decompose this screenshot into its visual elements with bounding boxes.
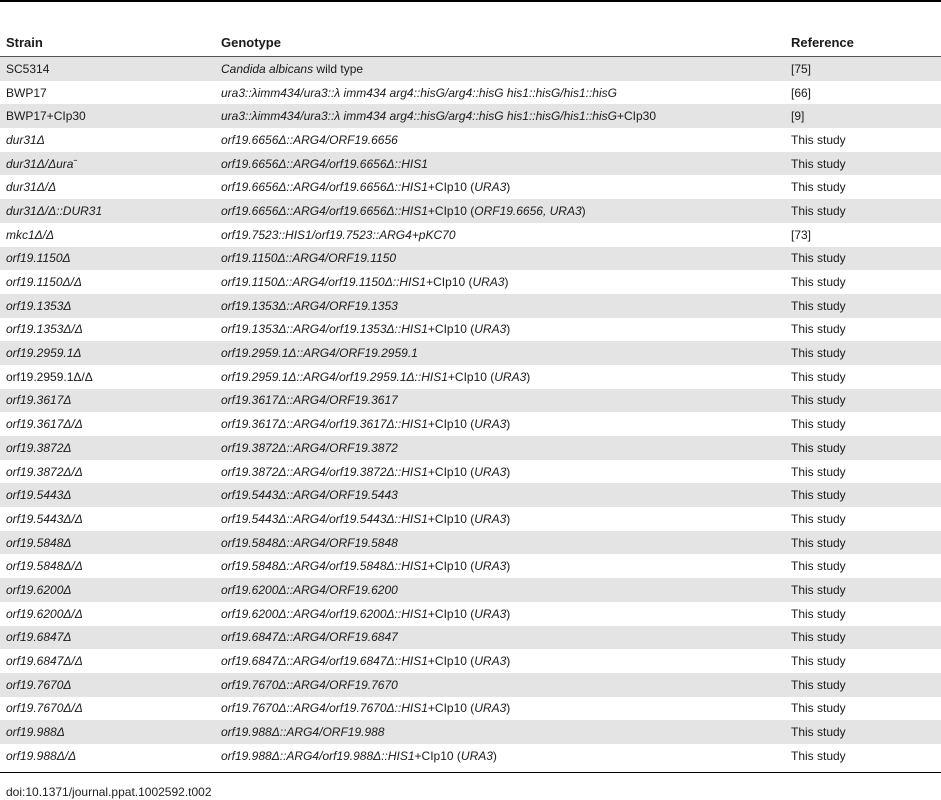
strain-cell-text: orf19.6847Δ [6,630,72,645]
strain-cell [0,251,215,265]
strain-cell-text: dur31Δ/Δ [6,180,57,195]
genotype-cell-text: orf19.1353Δ::ARG4/ORF19.1353 [221,298,398,313]
genotype-cell-text: URA3 [494,369,527,384]
genotype-cell-text: ) [581,203,586,218]
table-row [0,365,941,389]
strain-cell-text: orf19.3617Δ/Δ [6,417,83,432]
reference-cell: This study [791,677,846,692]
table-row [0,104,941,128]
strain-cell [0,465,215,479]
genotype-cell-text: ) [506,559,511,574]
genotype-cell-text: orf19.3872Δ::ARG4/orf19.3872Δ::HIS1 [221,464,428,479]
genotype-cell-text: URA3 [474,654,507,669]
genotype-cell [215,180,785,194]
strain-cell [0,488,215,502]
strain-cell-text: orf19.1150Δ [6,251,71,266]
reference-cell: This study [791,488,846,503]
strain-cell-text: orf19.5848Δ/Δ [6,559,83,574]
strain-cell-text: orf19.1353Δ [6,298,72,313]
genotype-cell-text: +CIp10 ( [427,180,475,195]
strain-cell [0,417,215,431]
reference-cell: This study [791,748,846,763]
genotype-cell-text: orf19.6847Δ::ARG4/ORF19.6847 [221,630,398,645]
genotype-cell [215,299,785,313]
strain-cell-text: orf19.3872Δ/Δ [6,464,83,479]
table-row [0,152,941,176]
top-rule [0,0,941,2]
strain-cell [0,678,215,692]
reference-cell: This study [791,511,846,526]
genotype-cell-text: orf19.5443Δ::ARG4/ORF19.5443 [221,488,398,503]
genotype-cell [215,204,785,218]
genotype-cell-text: orf19.5848Δ::ARG4/orf19.5848Δ::HIS1 [221,559,428,574]
reference-cell: This study [791,417,846,432]
genotype-cell [215,62,785,76]
reference-cell: This study [791,559,846,574]
genotype-cell-text: ) [506,511,511,526]
reference-cell: [66] [791,85,812,100]
reference-cell: This study [791,582,846,597]
genotype-cell [215,157,785,171]
strain-cell [0,346,215,360]
strain-table [0,28,941,768]
genotype-cell-text: orf19.988Δ::ARG4/ORF19.988 [221,725,385,740]
genotype-cell [215,441,785,455]
genotype-cell-text: ) [526,369,531,384]
genotype-cell-text: +CIp10 ( [447,369,495,384]
table-row [0,578,941,602]
genotype-cell-text: URA3 [474,606,507,621]
strain-cell [0,701,215,715]
table-row [0,128,941,152]
genotype-cell-text: orf19.1150Δ::ARG4/ORF19.1150 [221,251,397,266]
strain-cell [0,180,215,194]
reference-cell: This study [791,275,846,290]
genotype-cell [215,275,785,289]
strain-cell-text: orf19.6200Δ/Δ [6,606,83,621]
genotype-cell-text: +CIp10 ( [427,654,475,669]
strain-cell-text: orf19.5848Δ [6,535,72,550]
strain-cell [0,299,215,313]
table-row [0,412,941,436]
genotype-cell [215,86,785,100]
reference-cell: This study [791,156,846,171]
genotype-cell-text: ) [506,606,511,621]
genotype-cell-text: ura3::λimm434/ura3::λ imm434 arg4::hisG/arg4::hisG his1::hisG/his1::hisG [221,109,617,124]
genotype-cell-text: orf19.6656Δ::ARG4/orf19.6656Δ::HIS1 [221,180,428,195]
reference-cell: This study [791,346,846,361]
strain-cell-text: orf19.2959.1Δ/Δ [6,369,93,384]
reference-cell: This study [791,701,846,716]
table-row [0,436,941,460]
genotype-cell-text: URA3 [474,180,507,195]
genotype-cell-text: orf19.6200Δ::ARG4/orf19.6200Δ::HIS1 [221,606,428,621]
strain-cell [0,322,215,336]
strain-cell-text: BWP17 [6,85,47,100]
strain-cell-text: orf19.3617Δ [6,393,72,408]
table-row [0,341,941,365]
reference-cell: This study [791,322,846,337]
strain-cell-text: orf19.1150Δ/Δ [6,275,82,290]
genotype-cell [215,393,785,407]
header-reference: Reference [791,34,854,50]
genotype-cell-text: URA3 [474,511,507,526]
table-row [0,720,941,744]
genotype-cell [215,488,785,502]
strain-cell-text: orf19.1353Δ/Δ [6,322,83,337]
genotype-cell-text: URA3 [474,322,507,337]
genotype-cell-text: +CIp10 ( [427,203,475,218]
genotype-cell-text: +CIp10 ( [427,464,475,479]
genotype-cell-text: ORF19.6656, URA3 [474,203,582,218]
genotype-cell [215,559,785,573]
table-row [0,389,941,413]
strain-cell [0,204,215,218]
table-row [0,318,941,342]
genotype-cell-text: orf19.6656Δ::ARG4/orf19.6656Δ::HIS1 [221,203,428,218]
strain-cell [0,62,215,76]
table-row [0,649,941,673]
reference-cell: This study [791,535,846,550]
genotype-cell-text: orf19.7523::HIS1/orf19.7523::ARG4+pKC70 [221,227,456,242]
table-row [0,507,941,531]
bottom-rule [0,772,941,773]
genotype-cell [215,654,785,668]
strain-cell-text: orf19.7670Δ/Δ [6,701,83,716]
doi-caption: doi:10.1371/journal.ppat.1002592.t002 [6,785,212,799]
genotype-cell-text: orf19.6656Δ::ARG4/ORF19.6656 [221,132,398,147]
genotype-cell-text: +CIp10 ( [427,511,475,526]
genotype-cell-text: ) [506,701,511,716]
genotype-cell-text: orf19.5848Δ::ARG4/ORF19.5848 [221,535,398,550]
strain-cell [0,370,215,384]
genotype-cell-text: orf19.3617Δ::ARG4/orf19.3617Δ::HIS1 [221,417,428,432]
genotype-cell [215,133,785,147]
genotype-cell [215,251,785,265]
genotype-cell-text: ) [506,464,511,479]
genotype-cell-text: orf19.6656Δ::ARG4/orf19.6656Δ::HIS1 [221,156,428,171]
genotype-cell-text: +CIp10 ( [427,701,475,716]
genotype-cell [215,607,785,621]
genotype-cell-text: ) [492,748,497,763]
strain-cell-text: orf19.3872Δ [6,440,72,455]
table-body [0,57,941,768]
strain-cell-text: orf19.2959.1Δ [6,346,82,361]
strain-cell [0,725,215,739]
reference-cell: This study [791,251,846,266]
table-row [0,673,941,697]
genotype-cell-text: +CIp30 [616,109,657,124]
table-row [0,744,941,768]
genotype-cell-text: URA3 [474,417,507,432]
header-genotype: Genotype [221,34,281,50]
genotype-cell-text: wild type [313,61,364,76]
genotype-cell [215,512,785,526]
genotype-cell-text: +CIp10 ( [427,417,475,432]
strain-cell-text: ˉ [73,156,78,171]
genotype-cell-text: ) [506,322,511,337]
genotype-cell-text: orf19.2959.1Δ::ARG4/orf19.2959.1Δ::HIS1 [221,369,448,384]
table-row [0,223,941,247]
genotype-cell-text: ) [504,275,509,290]
table-row [0,247,941,271]
genotype-cell [215,346,785,360]
genotype-cell [215,678,785,692]
genotype-cell [215,370,785,384]
genotype-cell-text: orf19.2959.1Δ::ARG4/ORF19.2959.1 [221,346,418,361]
genotype-cell-text: +CIp10 ( [427,559,475,574]
table-row [0,57,941,81]
strain-cell-text: orf19.988Δ [6,725,65,740]
reference-cell: This study [791,132,846,147]
table-row [0,626,941,650]
genotype-cell-text: URA3 [472,275,505,290]
strain-cell [0,630,215,644]
genotype-cell-text: orf19.1150Δ::ARG4/orf19.1150Δ::HIS1 [221,275,427,290]
genotype-cell [215,536,785,550]
table-row [0,602,941,626]
genotype-cell-text: orf19.7670Δ::ARG4/ORF19.7670 [221,677,398,692]
strain-cell-text: BWP17+CIp30 [6,109,86,124]
table-row [0,531,941,555]
strain-cell [0,133,215,147]
table-row [0,81,941,105]
strain-cell-text: dur31Δ/Δ::DUR31 [6,203,103,218]
strain-cell [0,275,215,289]
strain-cell [0,536,215,550]
reference-cell: This study [791,369,846,384]
strain-cell-text: orf19.988Δ/Δ [6,748,77,763]
genotype-cell [215,749,785,763]
genotype-cell [215,583,785,597]
genotype-cell-text: ) [506,417,511,432]
genotype-cell-text: +CIp10 ( [427,322,475,337]
reference-cell: This study [791,298,846,313]
strain-cell [0,583,215,597]
genotype-cell-text: URA3 [474,559,507,574]
genotype-cell-text: URA3 [474,464,507,479]
genotype-cell-text: +CIp10 ( [414,748,461,763]
table-row [0,175,941,199]
strain-cell-text: orf19.7670Δ [6,677,72,692]
strain-cell [0,228,215,242]
table-row [0,294,941,318]
genotype-cell-text: orf19.988Δ::ARG4/orf19.988Δ::HIS1 [221,748,415,763]
genotype-cell-text: ) [506,180,511,195]
genotype-cell-text: URA3 [460,748,493,763]
strain-cell [0,749,215,763]
strain-cell-text: mkc1Δ/Δ [6,227,55,242]
genotype-cell [215,109,785,123]
genotype-cell [215,725,785,739]
genotype-cell-text: URA3 [474,701,507,716]
strain-cell [0,654,215,668]
strain-cell-text: orf19.5443Δ/Δ [6,511,83,526]
genotype-cell-text: +CIp10 ( [427,606,475,621]
genotype-cell [215,630,785,644]
genotype-cell [215,417,785,431]
strain-cell-text: SC5314 [6,61,50,76]
genotype-cell-text: orf19.1353Δ::ARG4/orf19.1353Δ::HIS1 [221,322,428,337]
genotype-cell [215,228,785,242]
strain-cell [0,441,215,455]
strain-cell [0,157,215,171]
table-row [0,554,941,578]
strain-cell-text: dur31Δ/Δura [6,156,74,171]
reference-cell: This study [791,180,846,195]
strain-cell [0,607,215,621]
strain-cell-text: orf19.6847Δ/Δ [6,654,83,669]
strain-cell [0,86,215,100]
strain-cell [0,559,215,573]
table-header [0,28,941,57]
strain-cell [0,393,215,407]
table-row [0,483,941,507]
table-row [0,697,941,721]
genotype-cell-text: orf19.3872Δ::ARG4/ORF19.3872 [221,440,398,455]
reference-cell: This study [791,654,846,669]
reference-cell: [75] [791,61,812,76]
genotype-cell [215,465,785,479]
table-row [0,460,941,484]
strain-cell [0,109,215,123]
genotype-cell-text: ura3::λimm434/ura3::λ imm434 arg4::hisG/arg4::hisG his1::hisG/his1::hisG [221,85,617,100]
genotype-cell [215,322,785,336]
genotype-cell-text: orf19.7670Δ::ARG4/orf19.7670Δ::HIS1 [221,701,428,716]
genotype-cell-text: Candida albicans [221,61,314,76]
reference-cell: This study [791,440,846,455]
strain-cell-text: orf19.6200Δ [6,582,72,597]
genotype-cell-text: orf19.3617Δ::ARG4/ORF19.3617 [221,393,398,408]
reference-cell: This study [791,393,846,408]
reference-cell: This study [791,725,846,740]
genotype-cell-text: orf19.5443Δ::ARG4/orf19.5443Δ::HIS1 [221,511,428,526]
header-strain: Strain [6,34,43,50]
reference-cell: [9] [791,109,805,124]
reference-cell: [73] [791,227,812,242]
genotype-cell [215,701,785,715]
strain-cell-text: dur31Δ [6,132,45,147]
strain-cell-text: orf19.5443Δ [6,488,72,503]
strain-cell [0,512,215,526]
reference-cell: This study [791,630,846,645]
genotype-cell-text: orf19.6200Δ::ARG4/ORF19.6200 [221,582,398,597]
table-row [0,199,941,223]
genotype-cell-text: +CIp10 ( [426,275,473,290]
reference-cell: This study [791,203,846,218]
genotype-cell-text: ) [506,654,511,669]
genotype-cell-text: orf19.6847Δ::ARG4/orf19.6847Δ::HIS1 [221,654,428,669]
reference-cell: This study [791,464,846,479]
table-row [0,270,941,294]
reference-cell: This study [791,606,846,621]
